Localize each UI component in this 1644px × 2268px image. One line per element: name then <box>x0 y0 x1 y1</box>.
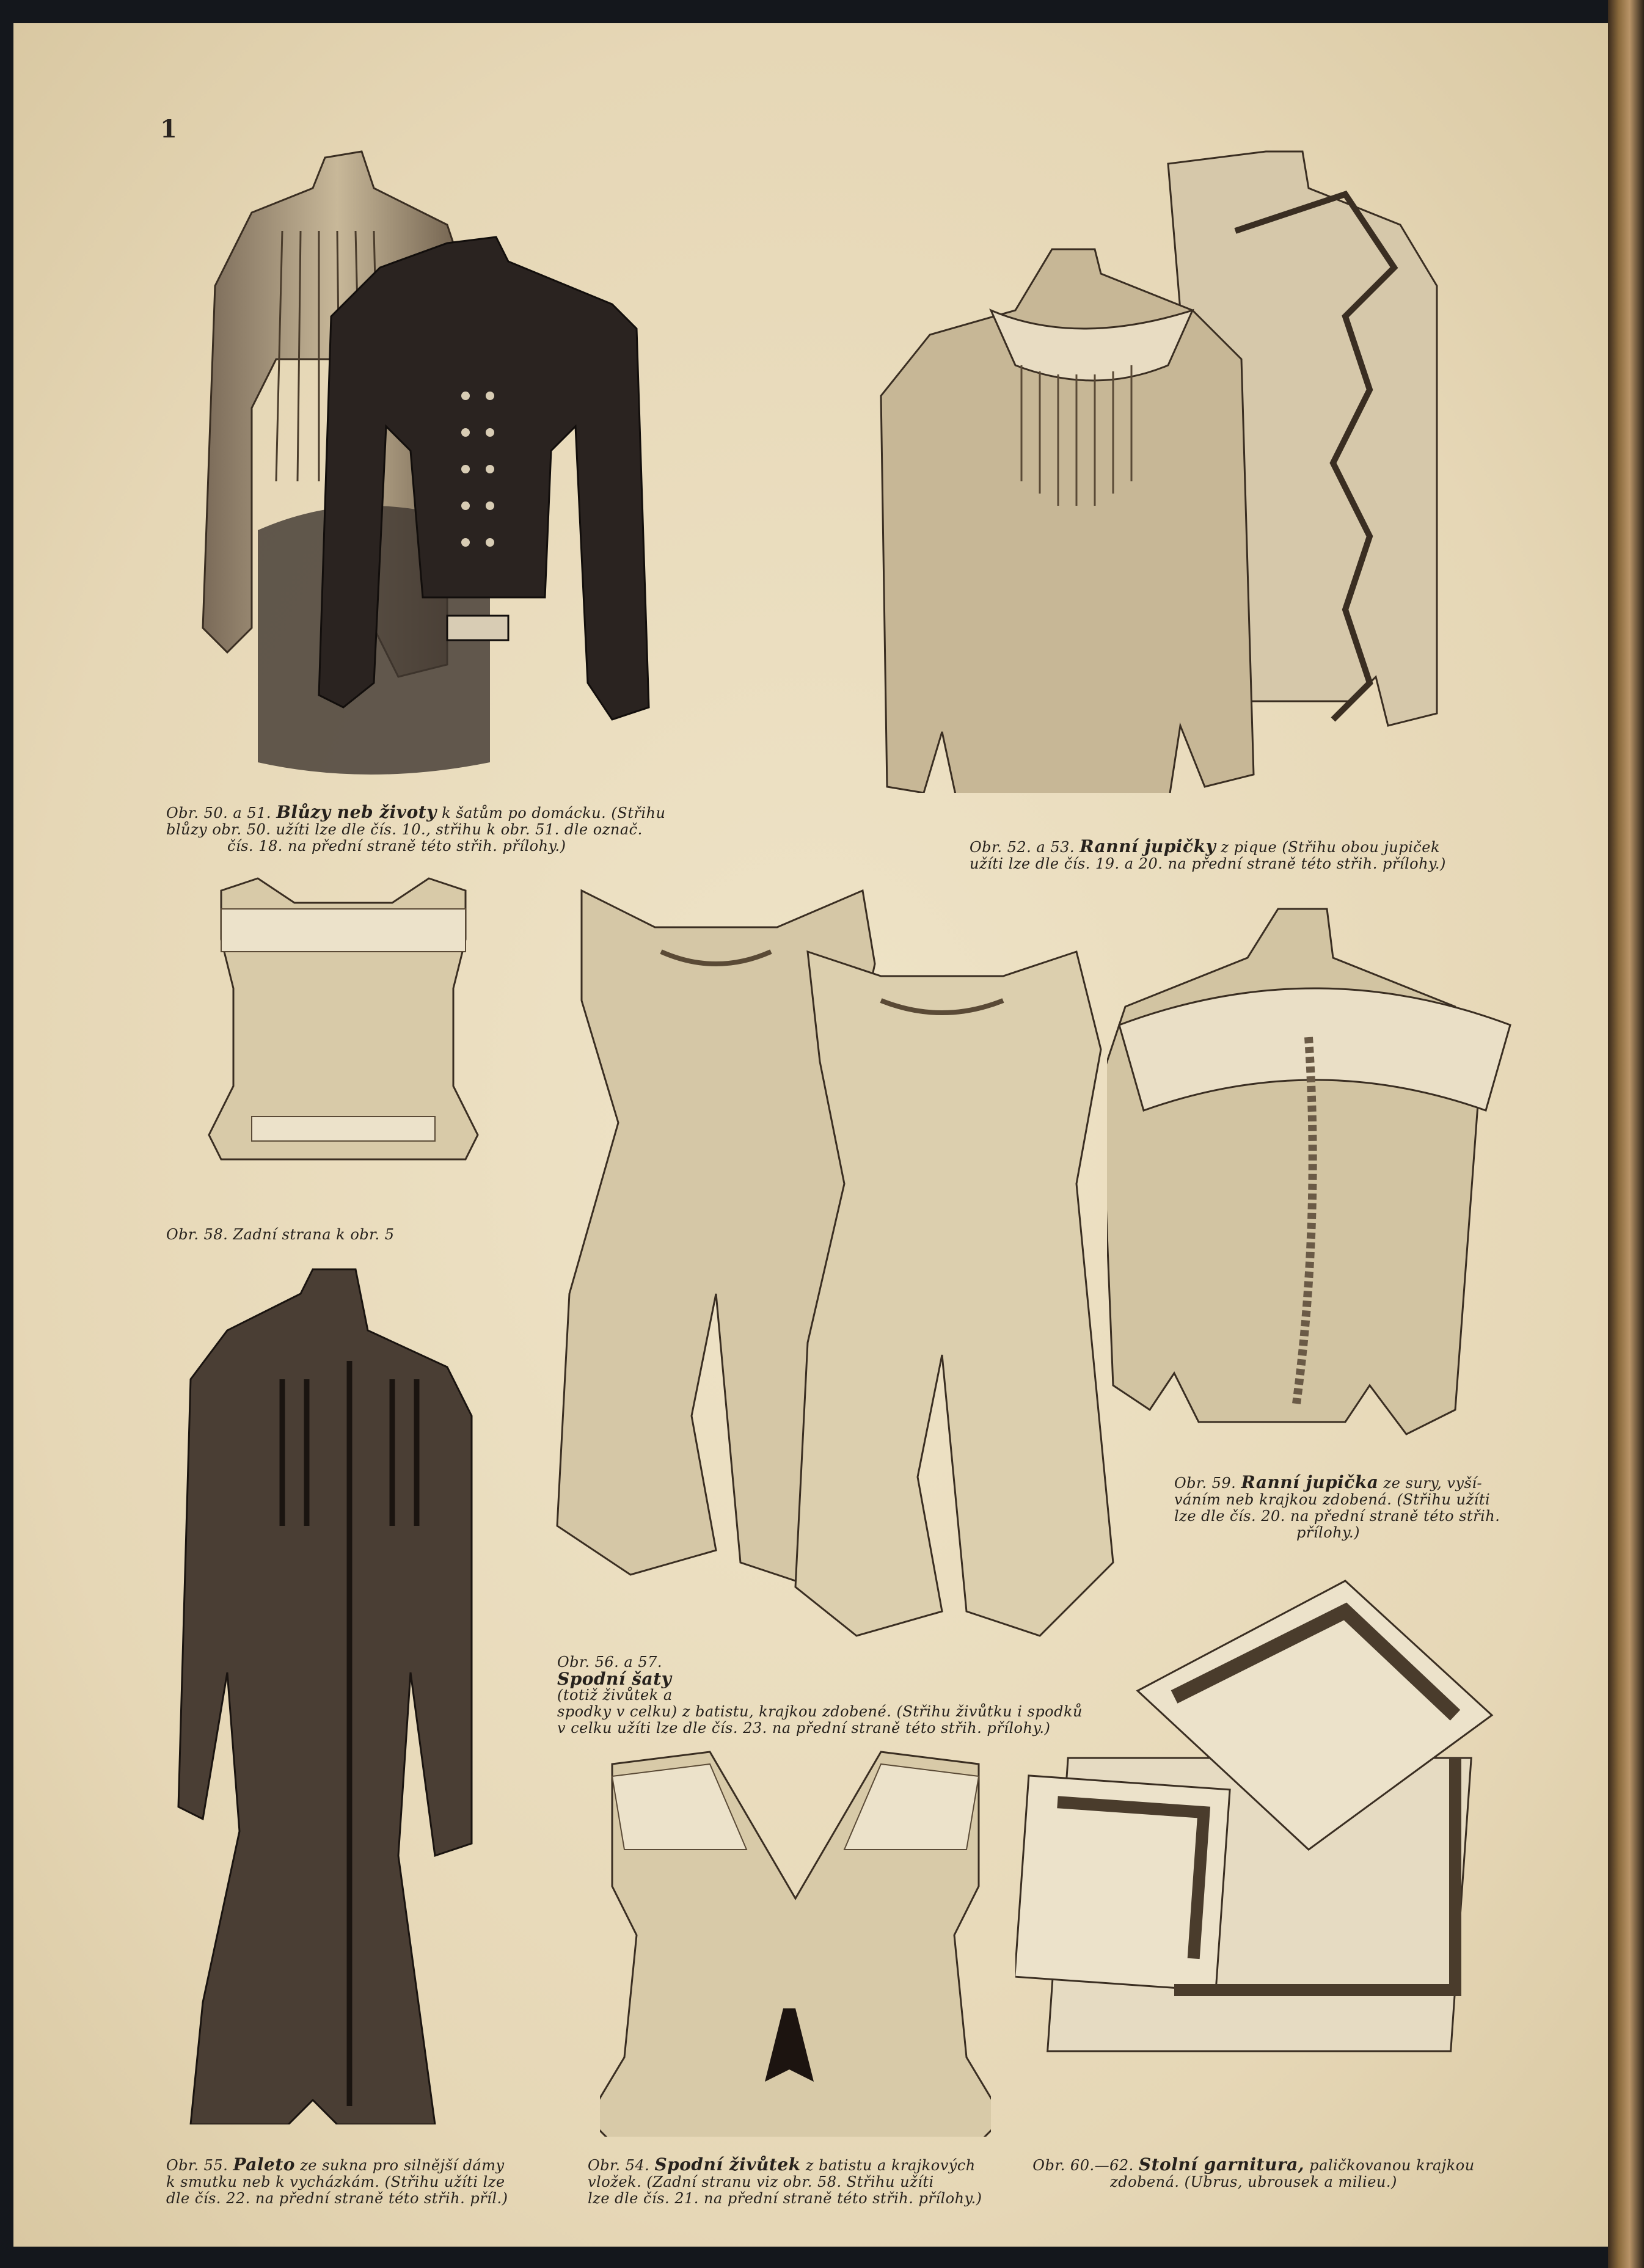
illustration-camisole-back-58 <box>184 854 502 1196</box>
page-number: 1 <box>160 115 177 144</box>
illustration-camisole-54 <box>600 1740 991 2137</box>
illustration-coat-55 <box>160 1263 551 2124</box>
magazine-page <box>13 23 1608 2247</box>
caption-fig-60-62: Obr. 60.—62. Stolní garnitura, paličkovanou krajkou zdobená. (Ubrus, ubrousek a milieu.) <box>1032 2154 1475 2190</box>
caption-fig-58: Obr. 58. Zadní strana k obr. 5 <box>166 1226 395 1243</box>
caption-fig-54: Obr. 54. Spodní živůtek z batistu a krajkových vložek. (Zadní stranu viz obr. 58. Střihu užíti lze dle čís. 21. na přední straně této střih. přílohy.) <box>588 2154 982 2207</box>
illustration-combinations-56-57 <box>539 854 1144 1660</box>
caption-fig-50-51: Obr. 50. a 51. Blůzy neb životy k šatům po domácku. (Střihu blůzy obr. 50. užíti lze dle čís. 10., střihu k obr. 51. dle označ. čís. 18. na přední straně této střih. přílohy.) <box>166 802 666 855</box>
illustration-jackets-52-53 <box>875 139 1492 793</box>
caption-fig-55: Obr. 55. Paleto ze sukna pro silnější dámy k smutku neb k vycházkám. (Střihu užíti lze dle čís. 22. na přední straně této střih. příl.) <box>166 2154 508 2207</box>
binding-edge <box>1608 0 1644 2268</box>
illustration-table-linens-60-62 <box>1015 1550 1504 2088</box>
caption-fig-56-57: Obr. 56. a 57. Spodní šaty (totiž živůtek a spodky v celku) z batistu, krajkou zdobené. (Střihu živůtku i spodků v celku užíti lze dle čís. 23. na přední straně této střih. přílohy.) <box>557 1654 1083 1737</box>
caption-fig-52-53: Obr. 52. a 53. Ranní jupičky z pique (Střihu obou jupiček užíti lze dle čís. 19. a 20. na přední straně této střih. přílohy.) <box>970 836 1446 872</box>
illustration-blouses-50-51 <box>178 139 765 799</box>
illustration-lace-jacket-59 <box>1107 903 1522 1453</box>
caption-fig-59: Obr. 59. Ranní jupička ze sury, vyší- váním neb krajkou zdobená. (Střihu užíti lze dle čís. 20. na přední straně této střih. přílohy.) <box>1174 1472 1500 1541</box>
